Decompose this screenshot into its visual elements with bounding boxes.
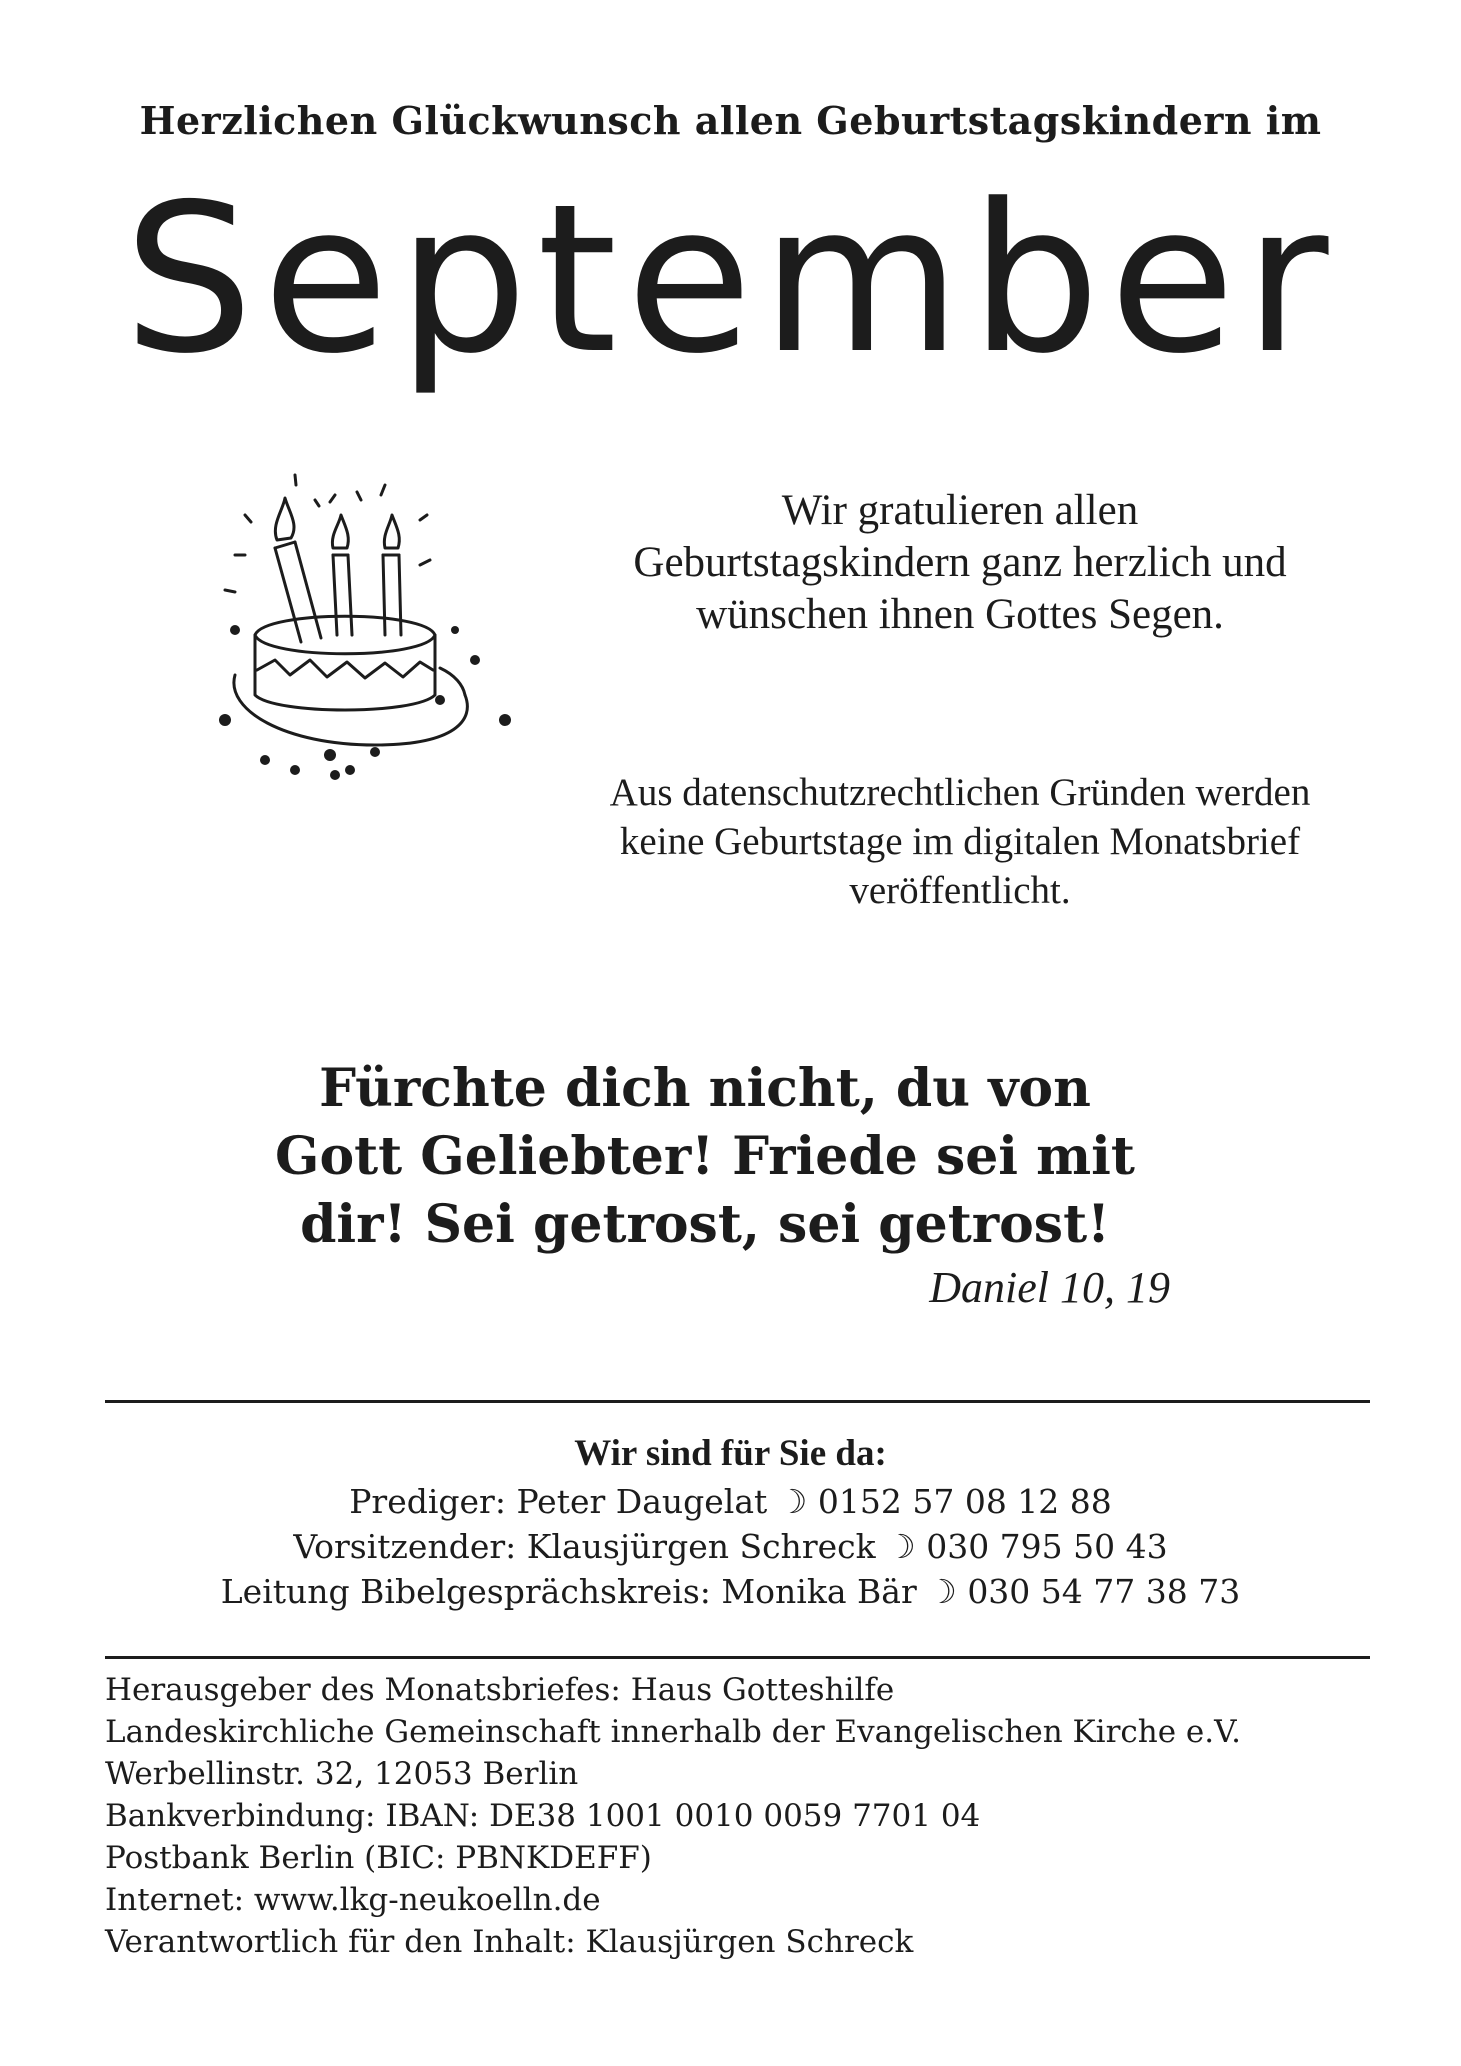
imprint-line: Internet: www.lkg-neukoelln.de bbox=[105, 1882, 601, 1918]
verse-line: Gott Geliebter! Friede sei mit bbox=[275, 1126, 1135, 1187]
imprint-line: Werbellinstr. 32, 12053 Berlin bbox=[105, 1756, 579, 1792]
congrats-line: Wir gratulieren allen bbox=[781, 487, 1139, 534]
divider bbox=[105, 1656, 1370, 1659]
verse-line: Fürchte dich nicht, du von bbox=[319, 1058, 1091, 1119]
congrats-line: wünschen ihnen Gottes Segen. bbox=[696, 591, 1224, 638]
privacy-line: veröffentlicht. bbox=[849, 869, 1071, 912]
contact-phone: 0152 57 08 12 88 bbox=[817, 1482, 1112, 1521]
imprint-line: Verantwortlich für den Inhalt: Klausjürgen Schreck bbox=[105, 1924, 914, 1960]
contact-line bbox=[0, 1482, 1461, 1521]
imprint-line: Bankverbindung: IBAN: DE38 1001 0010 0059 7701 04 bbox=[105, 1798, 981, 1834]
bible-verse bbox=[170, 1055, 1240, 1259]
divider bbox=[105, 1400, 1370, 1403]
imprint-line: Postbank Berlin (BIC: PBNKDEFF) bbox=[105, 1840, 652, 1876]
imprint-line: Landeskirchliche Gemeinschaft innerhalb der Evangelischen Kirche e.V. bbox=[105, 1714, 1241, 1750]
privacy-line: keine Geburtstage im digitalen Monatsbrief bbox=[619, 820, 1301, 863]
contact-label: Prediger: Peter Daugelat bbox=[349, 1482, 768, 1521]
greeting-heading: Herzlichen Glückwunsch allen Geburtstagskindern im bbox=[139, 98, 1322, 143]
privacy-line: Aus datenschutzrechtlichen Gründen werden bbox=[609, 771, 1311, 814]
phone-icon: ☽ bbox=[777, 1482, 808, 1521]
contact-label: Leitung Bibelgesprächskreis: Monika Bär bbox=[220, 1572, 917, 1611]
contact-phone: 030 54 77 38 73 bbox=[967, 1572, 1241, 1611]
imprint-line: Herausgeber des Monatsbriefes: Haus Gotteshilfe bbox=[105, 1672, 895, 1708]
verse-reference: Daniel 10, 19 bbox=[929, 1263, 1170, 1312]
birthday-cake-icon bbox=[215, 470, 525, 790]
phone-icon: ☽ bbox=[927, 1572, 957, 1611]
congratulation-text bbox=[545, 485, 1375, 641]
phone-icon: ☽ bbox=[886, 1527, 916, 1566]
verse-line: dir! Sei getrost, sei getrost! bbox=[300, 1194, 1110, 1255]
contact-heading: Wir sind für Sie da: bbox=[574, 1433, 887, 1474]
contact-line bbox=[0, 1572, 1461, 1611]
contact-line bbox=[0, 1527, 1461, 1566]
privacy-notice bbox=[545, 768, 1375, 915]
contact-phone: 030 795 50 43 bbox=[926, 1527, 1168, 1566]
congrats-line: Geburtstagskindern ganz herzlich und bbox=[633, 539, 1287, 586]
month-title: September bbox=[123, 161, 1338, 399]
contact-label: Vorsitzender: Klausjürgen Schreck bbox=[293, 1527, 876, 1566]
